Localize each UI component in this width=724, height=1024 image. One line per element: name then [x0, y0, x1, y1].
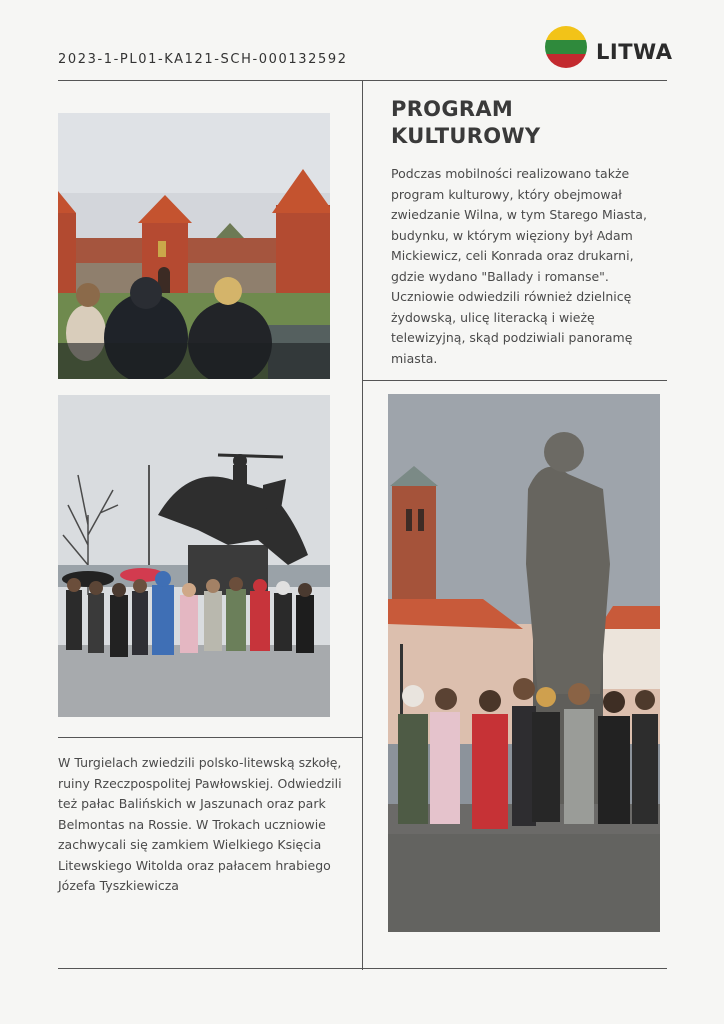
section-title [391, 96, 651, 150]
column-divider [362, 80, 363, 970]
section-title-line1: PROGRAM [391, 97, 514, 121]
trip-paragraph: W Turgielach zwiedzili polsko-litewską szkołę, ruiny Rzeczpospolitej Pawłowskiej. Odwiedzili też pałac Balińskich w Jaszunach oraz park Belmontas na Rossie. W Trokach uczniowie zachwycali się zamkiem Wielkiego Księcia Litewskiego Witolda oraz pałacem hrabiego Józefa Tyszkiewicza [58, 755, 342, 893]
intro-paragraph: Podczas mobilności realizowano także program kulturowy, który obejmował zwiedzanie Wilna, w tym Starego Miasta, budynku, w którym więziony był Adam Mickiewicz, celi Konrada oraz drukarni, gdzie wydano "Ballady i romanse". Uczniowie odwiedzili również dzielnicę żydowską, ulicę literacką i wieżę telewizyjną, skąd podziwiali panoramę miasta. [391, 166, 647, 366]
flag-stripe-yellow [545, 26, 587, 40]
footer-divider [58, 968, 667, 969]
section-title-line2: KULTUROWY [391, 124, 541, 148]
lithuania-flag-icon [545, 26, 587, 68]
photo-vilnius-monument [58, 395, 330, 717]
photo-trakai-castle [58, 113, 330, 379]
photo-mickiewicz-statue [388, 394, 660, 932]
flag-stripe-green [545, 40, 587, 54]
left-section-divider [58, 737, 362, 738]
country-label: LITWA [596, 40, 673, 64]
right-section-divider [362, 380, 667, 381]
flag-stripe-red [545, 54, 587, 68]
project-code: 2023-1-PL01-KA121-SCH-000132592 [58, 52, 348, 67]
